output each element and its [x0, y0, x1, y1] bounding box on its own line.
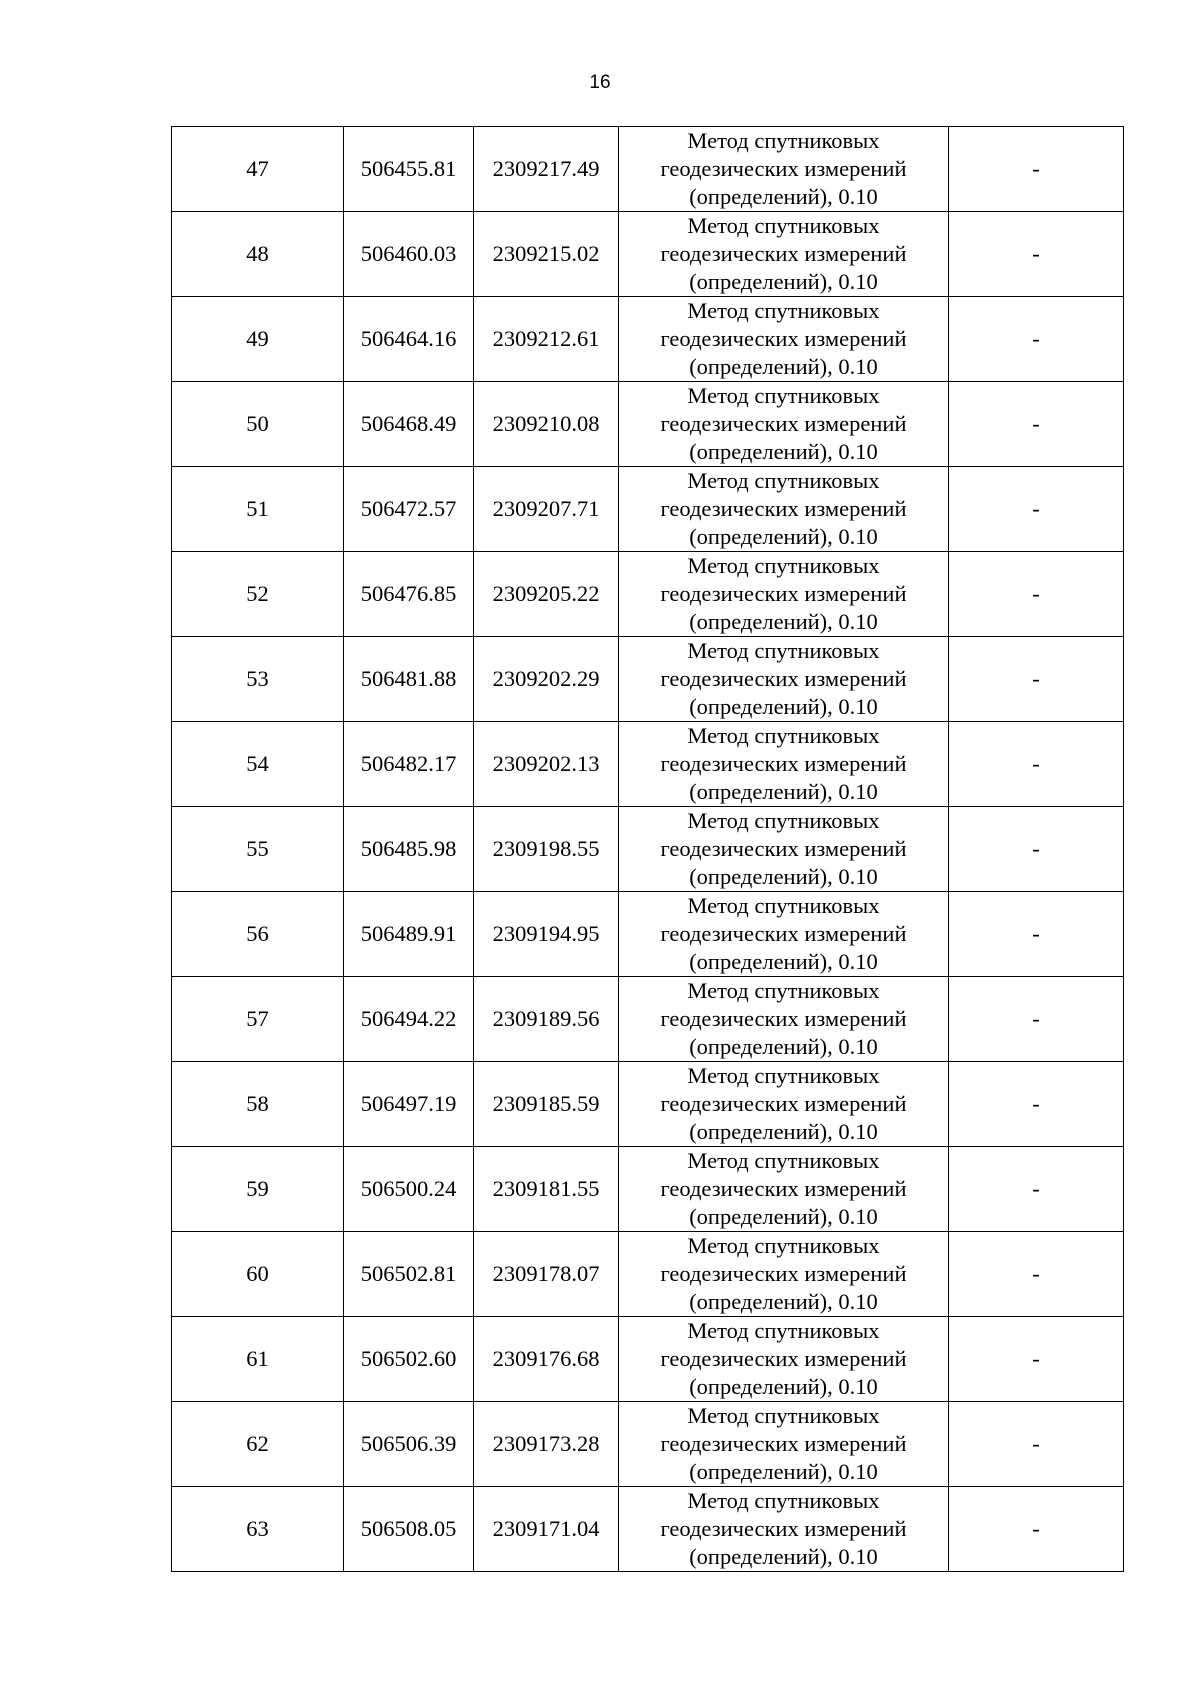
x-coordinate-cell: 506485.98	[344, 807, 474, 892]
method-accuracy-line: геодезических измерений	[660, 411, 907, 436]
method-accuracy-line: Метод спутниковых	[687, 468, 880, 493]
method-accuracy-line: Метод спутниковых	[687, 383, 880, 408]
x-coordinate-cell: 506502.60	[344, 1317, 474, 1402]
point-description-cell: -	[949, 807, 1124, 892]
method-accuracy-line: Метод спутниковых	[687, 553, 880, 578]
method-accuracy-line: (определений), 0.10	[689, 1289, 878, 1314]
table-row	[172, 1147, 1124, 1232]
method-accuracy-line: геодезических измерений	[660, 1431, 907, 1456]
point-number-cell: 61	[172, 1317, 344, 1402]
point-number-cell: 58	[172, 1062, 344, 1147]
table-row	[172, 127, 1124, 212]
point-description-cell: -	[949, 1062, 1124, 1147]
method-accuracy-line: (определений), 0.10	[689, 1459, 878, 1484]
method-accuracy-cell	[619, 1147, 949, 1232]
method-accuracy-cell	[619, 382, 949, 467]
y-coordinate-cell: 2309217.49	[474, 127, 619, 212]
method-accuracy-line: геодезических измерений	[660, 496, 907, 521]
point-description-cell: -	[949, 127, 1124, 212]
method-accuracy-line: (определений), 0.10	[689, 694, 878, 719]
method-accuracy-line: (определений), 0.10	[689, 1204, 878, 1229]
point-number-cell: 55	[172, 807, 344, 892]
method-accuracy-line: (определений), 0.10	[689, 1034, 878, 1059]
x-coordinate-cell: 506476.85	[344, 552, 474, 637]
point-description-cell: -	[949, 977, 1124, 1062]
y-coordinate-cell: 2309205.22	[474, 552, 619, 637]
method-accuracy-line: (определений), 0.10	[689, 779, 878, 804]
x-coordinate-cell: 506494.22	[344, 977, 474, 1062]
method-accuracy-cell	[619, 467, 949, 552]
y-coordinate-cell: 2309171.04	[474, 1487, 619, 1572]
y-coordinate-cell: 2309173.28	[474, 1402, 619, 1487]
point-description-cell: -	[949, 892, 1124, 977]
point-description-cell: -	[949, 382, 1124, 467]
point-number-cell: 52	[172, 552, 344, 637]
method-accuracy-cell	[619, 1487, 949, 1572]
method-accuracy-line: Метод спутниковых	[687, 1488, 880, 1513]
method-accuracy-line: Метод спутниковых	[687, 1063, 880, 1088]
method-accuracy-line: (определений), 0.10	[689, 184, 878, 209]
method-accuracy-line: (определений), 0.10	[689, 1119, 878, 1144]
table-row	[172, 1317, 1124, 1402]
point-number-cell: 47	[172, 127, 344, 212]
x-coordinate-cell: 506502.81	[344, 1232, 474, 1317]
method-accuracy-line: геодезических измерений	[660, 1006, 907, 1031]
table-row	[172, 892, 1124, 977]
method-accuracy-line: геодезических измерений	[660, 836, 907, 861]
point-description-cell: -	[949, 297, 1124, 382]
point-number-cell: 60	[172, 1232, 344, 1317]
point-description-cell: -	[949, 467, 1124, 552]
method-accuracy-line: геодезических измерений	[660, 1176, 907, 1201]
x-coordinate-cell: 506497.19	[344, 1062, 474, 1147]
method-accuracy-cell	[619, 552, 949, 637]
method-accuracy-line: (определений), 0.10	[689, 1544, 878, 1569]
coordinates-table-body	[172, 127, 1124, 1572]
y-coordinate-cell: 2309202.29	[474, 637, 619, 722]
y-coordinate-cell: 2309207.71	[474, 467, 619, 552]
point-description-cell: -	[949, 1402, 1124, 1487]
y-coordinate-cell: 2309212.61	[474, 297, 619, 382]
method-accuracy-line: геодезических измерений	[660, 921, 907, 946]
method-accuracy-cell	[619, 1232, 949, 1317]
y-coordinate-cell: 2309210.08	[474, 382, 619, 467]
method-accuracy-line: (определений), 0.10	[689, 354, 878, 379]
x-coordinate-cell: 506464.16	[344, 297, 474, 382]
point-number-cell: 62	[172, 1402, 344, 1487]
method-accuracy-line: геодезических измерений	[660, 666, 907, 691]
method-accuracy-cell	[619, 977, 949, 1062]
method-accuracy-line: Метод спутниковых	[687, 128, 880, 153]
point-number-cell: 56	[172, 892, 344, 977]
table-row	[172, 1062, 1124, 1147]
table-row	[172, 382, 1124, 467]
method-accuracy-line: (определений), 0.10	[689, 524, 878, 549]
page-number: 16	[589, 72, 611, 93]
method-accuracy-line: Метод спутниковых	[687, 638, 880, 663]
method-accuracy-cell	[619, 297, 949, 382]
point-number-cell: 59	[172, 1147, 344, 1232]
method-accuracy-cell	[619, 127, 949, 212]
table-row	[172, 722, 1124, 807]
method-accuracy-cell	[619, 212, 949, 297]
y-coordinate-cell: 2309215.02	[474, 212, 619, 297]
method-accuracy-line: Метод спутниковых	[687, 1148, 880, 1173]
method-accuracy-line: геодезических измерений	[660, 1091, 907, 1116]
method-accuracy-line: (определений), 0.10	[689, 269, 878, 294]
method-accuracy-line: Метод спутниковых	[687, 723, 880, 748]
point-number-cell: 63	[172, 1487, 344, 1572]
method-accuracy-cell	[619, 892, 949, 977]
method-accuracy-line: геодезических измерений	[660, 581, 907, 606]
point-number-cell: 50	[172, 382, 344, 467]
method-accuracy-line: Метод спутниковых	[687, 893, 880, 918]
method-accuracy-line: (определений), 0.10	[689, 949, 878, 974]
y-coordinate-cell: 2309178.07	[474, 1232, 619, 1317]
point-description-cell: -	[949, 1487, 1124, 1572]
table-row	[172, 807, 1124, 892]
y-coordinate-cell: 2309181.55	[474, 1147, 619, 1232]
method-accuracy-cell	[619, 637, 949, 722]
y-coordinate-cell: 2309176.68	[474, 1317, 619, 1402]
method-accuracy-line: геодезических измерений	[660, 751, 907, 776]
point-description-cell: -	[949, 722, 1124, 807]
table-row	[172, 552, 1124, 637]
method-accuracy-line: Метод спутниковых	[687, 1318, 880, 1343]
point-description-cell: -	[949, 1232, 1124, 1317]
method-accuracy-line: Метод спутниковых	[687, 1233, 880, 1258]
y-coordinate-cell: 2309185.59	[474, 1062, 619, 1147]
table-row	[172, 467, 1124, 552]
table-row	[172, 977, 1124, 1062]
table-row	[172, 297, 1124, 382]
method-accuracy-line: Метод спутниковых	[687, 213, 880, 238]
x-coordinate-cell: 506506.39	[344, 1402, 474, 1487]
point-number-cell: 53	[172, 637, 344, 722]
x-coordinate-cell: 506481.88	[344, 637, 474, 722]
x-coordinate-cell: 506468.49	[344, 382, 474, 467]
point-number-cell: 48	[172, 212, 344, 297]
method-accuracy-line: геодезических измерений	[660, 1516, 907, 1541]
point-number-cell: 57	[172, 977, 344, 1062]
point-number-cell: 54	[172, 722, 344, 807]
method-accuracy-cell	[619, 807, 949, 892]
point-number-cell: 51	[172, 467, 344, 552]
method-accuracy-line: геодезических измерений	[660, 1346, 907, 1371]
point-description-cell: -	[949, 212, 1124, 297]
point-description-cell: -	[949, 552, 1124, 637]
method-accuracy-line: геодезических измерений	[660, 156, 907, 181]
y-coordinate-cell: 2309194.95	[474, 892, 619, 977]
coordinates-table	[171, 126, 1124, 1572]
y-coordinate-cell: 2309202.13	[474, 722, 619, 807]
x-coordinate-cell: 506455.81	[344, 127, 474, 212]
y-coordinate-cell: 2309189.56	[474, 977, 619, 1062]
x-coordinate-cell: 506482.17	[344, 722, 474, 807]
method-accuracy-line: (определений), 0.10	[689, 864, 878, 889]
method-accuracy-cell	[619, 1402, 949, 1487]
point-number-cell: 49	[172, 297, 344, 382]
method-accuracy-line: геодезических измерений	[660, 241, 907, 266]
method-accuracy-cell	[619, 1062, 949, 1147]
table-row	[172, 637, 1124, 722]
method-accuracy-line: (определений), 0.10	[689, 1374, 878, 1399]
method-accuracy-line: Метод спутниковых	[687, 298, 880, 323]
table-row	[172, 1402, 1124, 1487]
x-coordinate-cell: 506508.05	[344, 1487, 474, 1572]
x-coordinate-cell: 506500.24	[344, 1147, 474, 1232]
table-row	[172, 1232, 1124, 1317]
x-coordinate-cell: 506460.03	[344, 212, 474, 297]
table-row	[172, 1487, 1124, 1572]
method-accuracy-line: геодезических измерений	[660, 326, 907, 351]
x-coordinate-cell: 506472.57	[344, 467, 474, 552]
method-accuracy-line: Метод спутниковых	[687, 1403, 880, 1428]
method-accuracy-cell	[619, 1317, 949, 1402]
method-accuracy-line: (определений), 0.10	[689, 439, 878, 464]
table-row	[172, 212, 1124, 297]
point-description-cell: -	[949, 637, 1124, 722]
method-accuracy-line: Метод спутниковых	[687, 808, 880, 833]
point-description-cell: -	[949, 1317, 1124, 1402]
method-accuracy-line: геодезических измерений	[660, 1261, 907, 1286]
y-coordinate-cell: 2309198.55	[474, 807, 619, 892]
method-accuracy-line: (определений), 0.10	[689, 609, 878, 634]
method-accuracy-cell	[619, 722, 949, 807]
point-description-cell: -	[949, 1147, 1124, 1232]
method-accuracy-line: Метод спутниковых	[687, 978, 880, 1003]
x-coordinate-cell: 506489.91	[344, 892, 474, 977]
